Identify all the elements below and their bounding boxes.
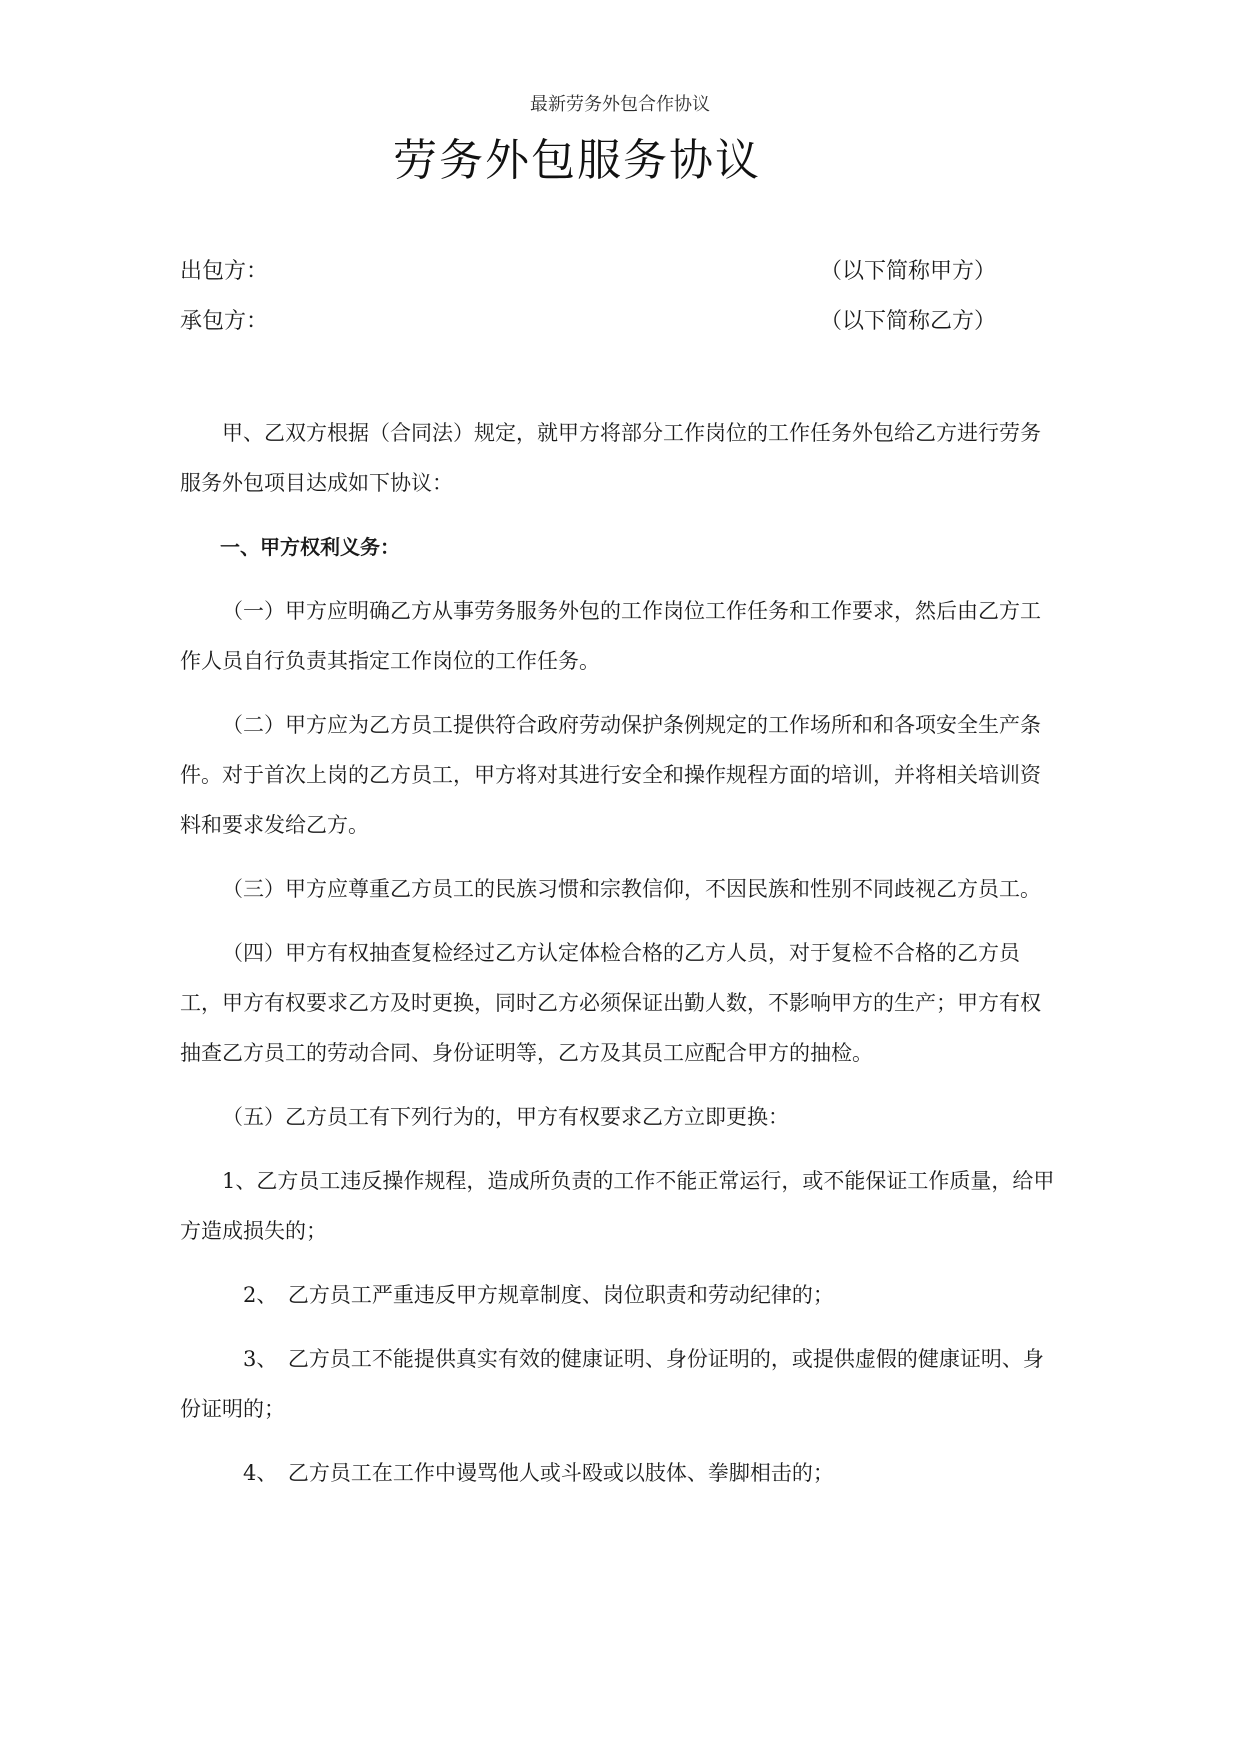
party-label: 出包方：	[180, 259, 269, 284]
running-header: 最新劳务外包合作协议	[530, 94, 710, 115]
party-row-outsourcer	[180, 254, 1000, 288]
section-heading: 一、甲方权利义务：	[220, 535, 400, 559]
party-row-contractor	[180, 304, 1000, 338]
document-title: 劳务外包服务协议	[393, 135, 761, 186]
list-item: 3、 乙方员工不能提供真实有效的健康证明、身份证明的，或提供虚假的健康证明、身份证明的；	[180, 1347, 1044, 1421]
party-alias: （以下简称甲方）	[820, 259, 997, 284]
clause-paragraph: （二）甲方应为乙方员工提供符合政府劳动保护条例规定的工作场所和和各项安全生产条件。对于首次上岗的乙方员工，甲方将对其进行安全和操作规程方面的培训，并将相关培训资料和要求发给乙方。	[180, 713, 1041, 837]
party-label: 承包方：	[180, 309, 269, 334]
agreement-body	[180, 408, 1060, 1512]
party-alias: （以下简称乙方）	[820, 309, 997, 334]
clause-paragraph: （三）甲方应尊重乙方员工的民族习惯和宗教信仰，不因民族和性别不同歧视乙方员工。	[222, 877, 1041, 901]
clause-paragraph: （四）甲方有权抽查复检经过乙方认定体检合格的乙方人员，对于复检不合格的乙方员工，甲方有权要求乙方及时更换，同时乙方必须保证出勤人数，不影响甲方的生产；甲方有权抽查乙方员工的劳动合同、身份证明等，乙方及其员工应配合甲方的抽检。	[180, 941, 1041, 1065]
clause-paragraph: （一）甲方应明确乙方从事劳务服务外包的工作岗位工作任务和工作要求，然后由乙方工作人员自行负责其指定工作岗位的工作任务。	[180, 599, 1041, 673]
list-item: 1、乙方员工违反操作规程，造成所负责的工作不能正常运行，或不能保证工作质量，给甲方造成损失的；	[180, 1169, 1055, 1243]
list-item: 2、 乙方员工严重违反甲方规章制度、岗位职责和劳动纪律的；	[243, 1283, 834, 1307]
clause-paragraph: （五）乙方员工有下列行为的，甲方有权要求乙方立即更换：	[222, 1105, 789, 1129]
intro-paragraph: 甲、乙双方根据（合同法）规定，就甲方将部分工作岗位的工作任务外包给乙方进行劳务服务外包项目达成如下协议：	[180, 421, 1041, 495]
list-item: 4、 乙方员工在工作中谩骂他人或斗殴或以肢体、拳脚相击的；	[243, 1461, 834, 1485]
